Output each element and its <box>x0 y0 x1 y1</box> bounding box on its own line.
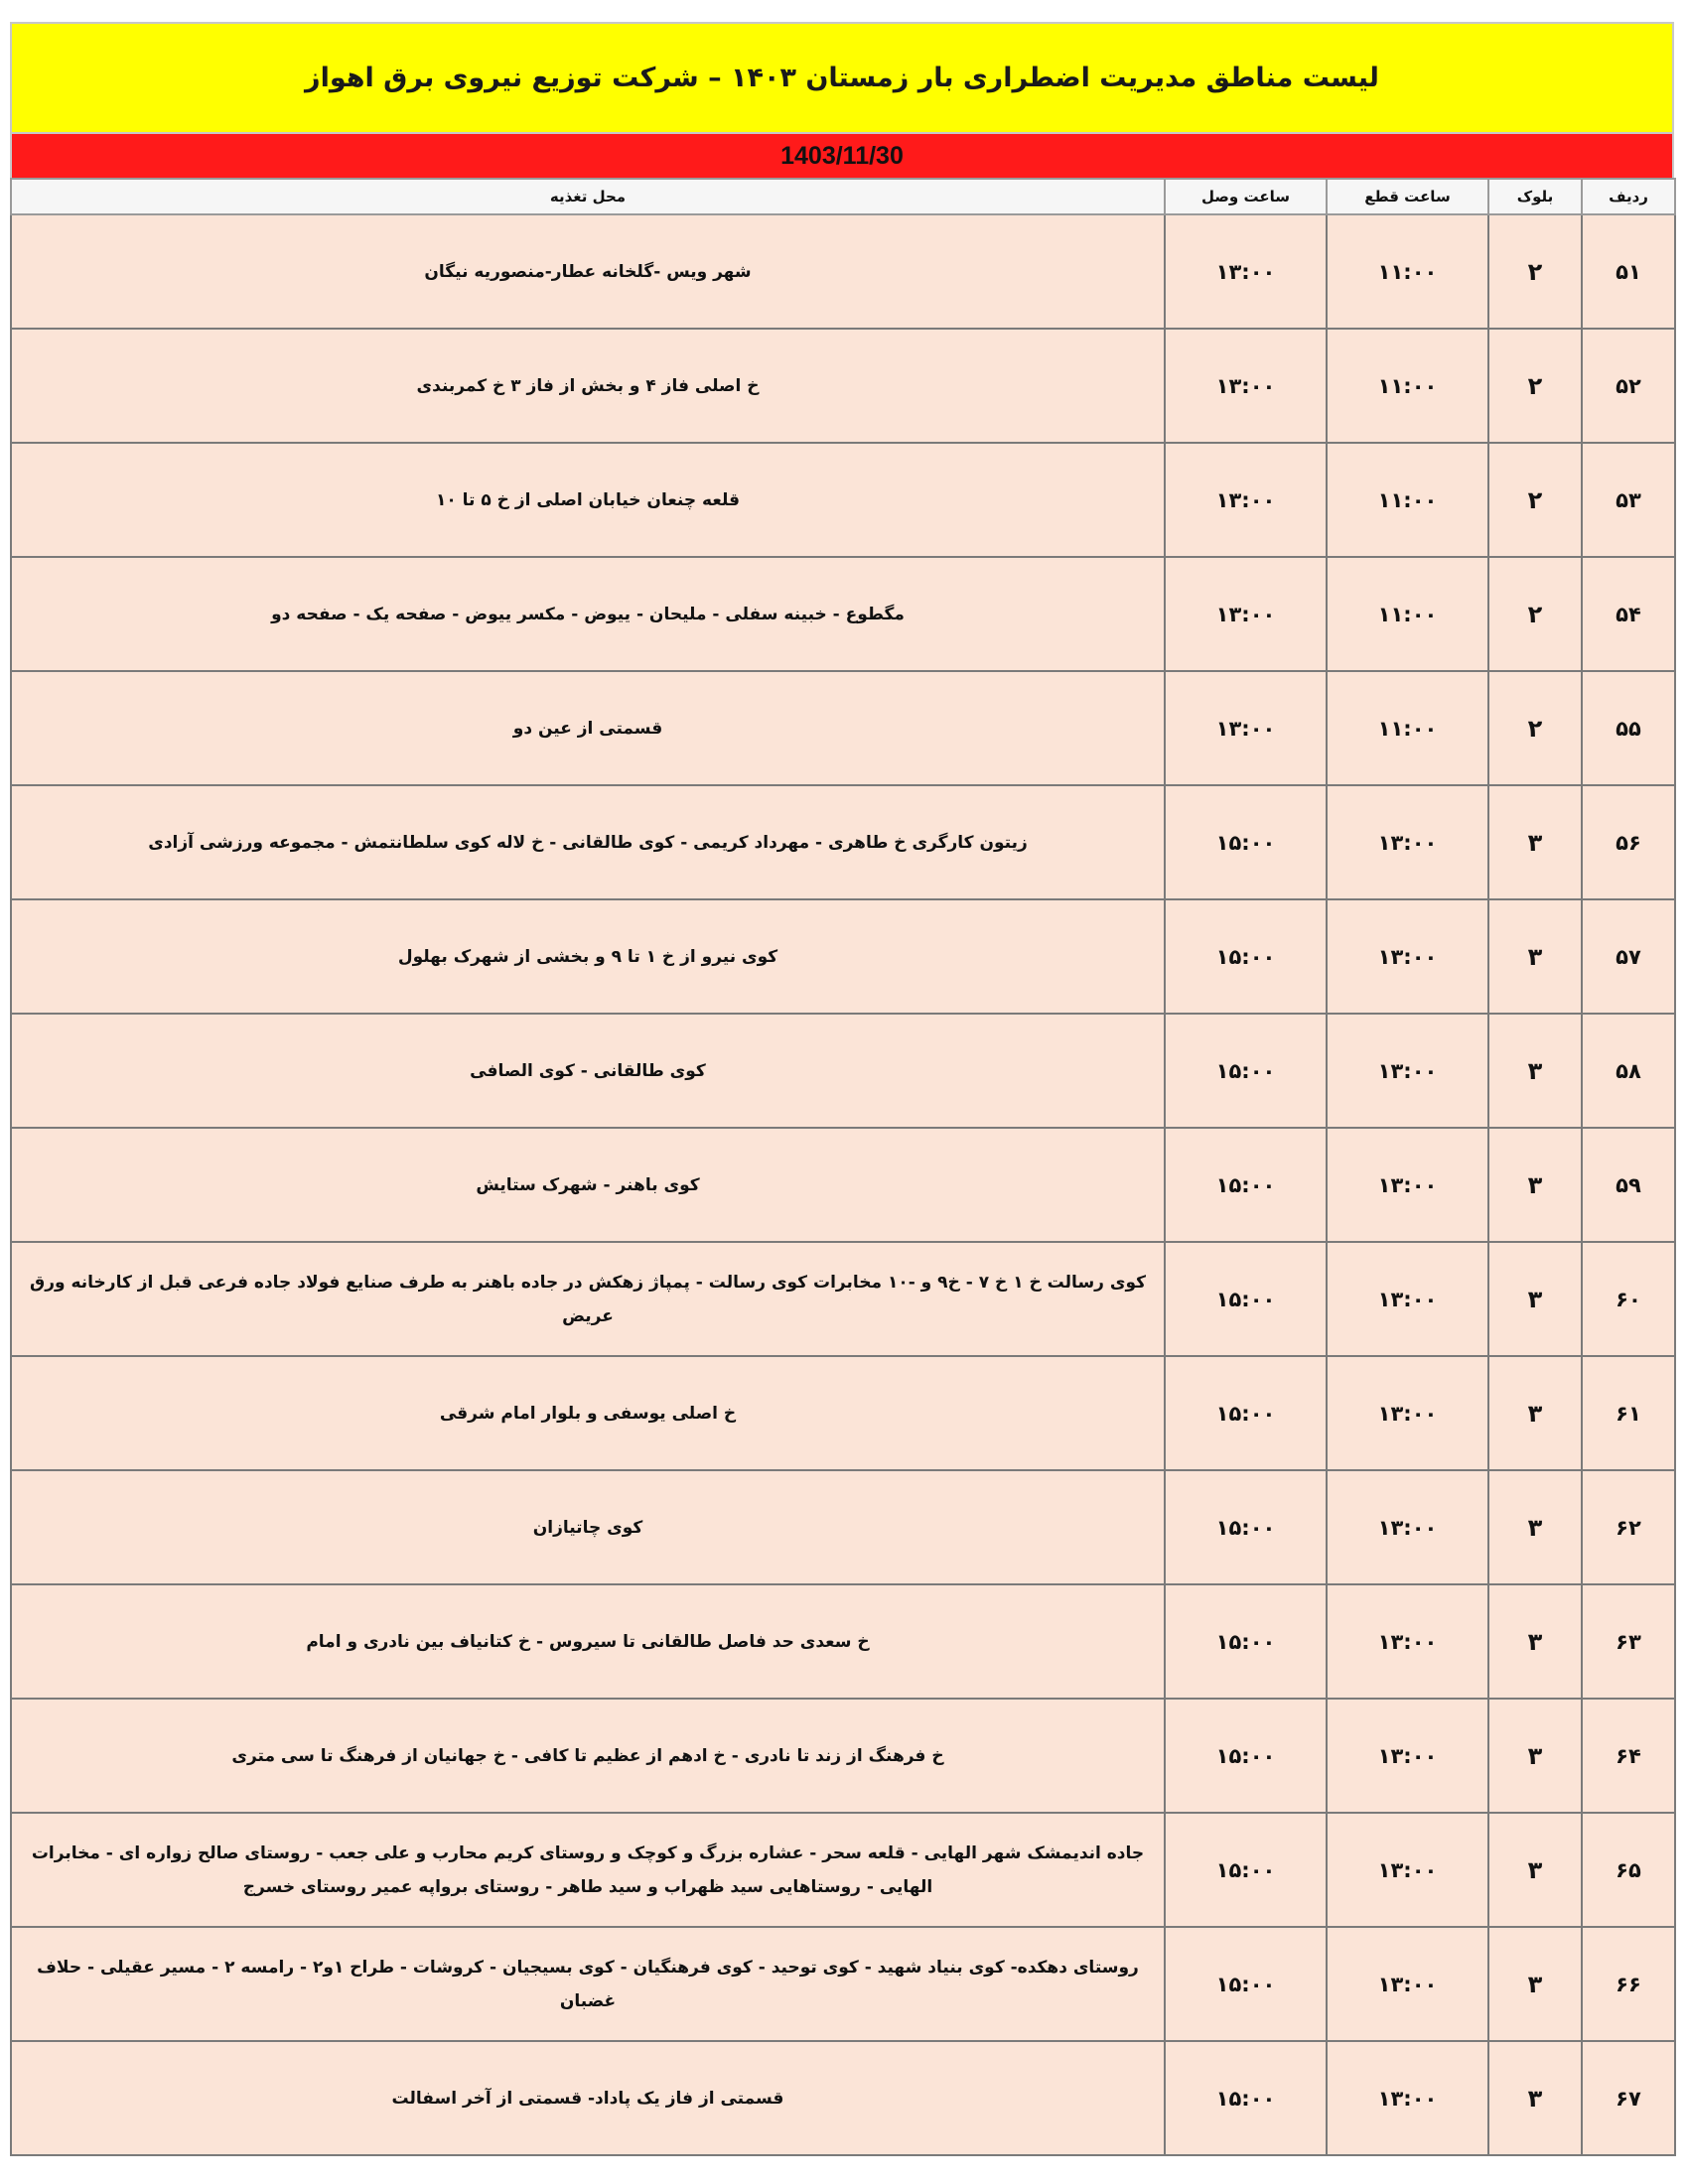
table-row <box>11 1128 1675 1242</box>
cell-location: قسمتی از فاز یک پاداد- قسمتی از آخر اسفالت <box>11 2041 1165 2155</box>
cell-connect-time: ۱۳:۰۰ <box>1165 329 1327 443</box>
cell-cut-time: ۱۳:۰۰ <box>1327 1242 1488 1356</box>
date-banner <box>10 134 1674 178</box>
column-header-location: محل تغذیه <box>11 179 1165 214</box>
table-row <box>11 899 1675 1014</box>
cell-block: ۲ <box>1488 671 1582 785</box>
cell-row-number: ۶۷ <box>1582 2041 1675 2155</box>
cell-block: ۳ <box>1488 1470 1582 1584</box>
table-row <box>11 557 1675 671</box>
cell-location: خ سعدی حد فاصل طالقانی تا سیروس - خ کتانیاف بین نادری و امام <box>11 1584 1165 1699</box>
cell-connect-time: ۱۵:۰۰ <box>1165 785 1327 899</box>
cell-location: کوی چاتیازان <box>11 1470 1165 1584</box>
cell-connect-time: ۱۵:۰۰ <box>1165 1584 1327 1699</box>
cell-cut-time: ۱۳:۰۰ <box>1327 1927 1488 2041</box>
table-row <box>11 671 1675 785</box>
table-row <box>11 785 1675 899</box>
cell-cut-time: ۱۱:۰۰ <box>1327 557 1488 671</box>
cell-cut-time: ۱۳:۰۰ <box>1327 1699 1488 1813</box>
table-row <box>11 1927 1675 2041</box>
page-title: لیست مناطق مدیریت اضطراری بار زمستان ۱۴۰۳ – شرکت توزیع نیروی برق اهواز <box>305 63 1379 93</box>
cell-row-number: ۵۷ <box>1582 899 1675 1014</box>
cell-location: جاده اندیمشک شهر الهایی - قلعه سحر - عشاره بزرگ و کوچک و روستای کریم محارب و علی جعب - روستای صالح زواره ای - مخابرات الهایی - روستاهایی سید ظهراب و سید طاهر - روستای برواپه عمیر روستای خسرج <box>11 1813 1165 1927</box>
cell-block: ۳ <box>1488 2041 1582 2155</box>
cell-connect-time: ۱۳:۰۰ <box>1165 214 1327 329</box>
cell-cut-time: ۱۳:۰۰ <box>1327 2041 1488 2155</box>
cell-location: روستای دهکده- کوی بنیاد شهید - کوی توحید - کوی فرهنگیان - کوی بسیجیان - کروشات - طراح ۱و۲ - رامسه ۲ - مسیر عقیلی - حلاف غضبان <box>11 1927 1165 2041</box>
column-header-block: بلوک <box>1488 179 1582 214</box>
cell-connect-time: ۱۳:۰۰ <box>1165 557 1327 671</box>
cell-cut-time: ۱۳:۰۰ <box>1327 1014 1488 1128</box>
cell-location: قسمتی از عین دو <box>11 671 1165 785</box>
title-banner <box>10 22 1674 134</box>
cell-connect-time: ۱۵:۰۰ <box>1165 1242 1327 1356</box>
cell-cut-time: ۱۳:۰۰ <box>1327 1470 1488 1584</box>
cell-location: کوی رسالت خ ۱ خ ۷ - خ۹ و -۱۰ مخابرات کوی رسالت - پمپاژ زهکش در جاده باهنر به طرف صنایع فولاد جاده فرعی قبل از کارخانه ورق عریض <box>11 1242 1165 1356</box>
cell-connect-time: ۱۵:۰۰ <box>1165 1356 1327 1470</box>
cell-row-number: ۵۴ <box>1582 557 1675 671</box>
cell-location: زیتون کارگری خ طاهری - مهرداد کریمی - کوی طالقانی - خ لاله کوی سلطانتمش - مجموعه ورزشی آزادی <box>11 785 1165 899</box>
date-label: 1403/11/30 <box>780 141 904 170</box>
column-header-connect-time: ساعت وصل <box>1165 179 1327 214</box>
cell-connect-time: ۱۵:۰۰ <box>1165 1470 1327 1584</box>
cell-location: قلعه چنعان خیابان اصلی از خ ۵ تا ۱۰ <box>11 443 1165 557</box>
cell-row-number: ۵۵ <box>1582 671 1675 785</box>
table-header-row <box>11 179 1675 214</box>
cell-cut-time: ۱۱:۰۰ <box>1327 214 1488 329</box>
document-page <box>10 22 1674 2156</box>
cell-location: شهر ویس -گلخانه عطار-منصوریه نیگان <box>11 214 1165 329</box>
table-row <box>11 214 1675 329</box>
table-row <box>11 1242 1675 1356</box>
cell-cut-time: ۱۳:۰۰ <box>1327 785 1488 899</box>
cell-connect-time: ۱۵:۰۰ <box>1165 1128 1327 1242</box>
cell-connect-time: ۱۵:۰۰ <box>1165 1014 1327 1128</box>
cell-connect-time: ۱۵:۰۰ <box>1165 1699 1327 1813</box>
cell-block: ۳ <box>1488 1584 1582 1699</box>
cell-row-number: ۶۰ <box>1582 1242 1675 1356</box>
table-row <box>11 1813 1675 1927</box>
table-row <box>11 329 1675 443</box>
column-header-cut-time: ساعت قطع <box>1327 179 1488 214</box>
cell-row-number: ۵۳ <box>1582 443 1675 557</box>
cell-connect-time: ۱۵:۰۰ <box>1165 1813 1327 1927</box>
cell-location: کوی طالقانی - کوی الصافی <box>11 1014 1165 1128</box>
cell-connect-time: ۱۵:۰۰ <box>1165 2041 1327 2155</box>
cell-row-number: ۶۵ <box>1582 1813 1675 1927</box>
cell-location: مگطوع - خبینه سفلی - ملیحان - ییوض - مکسر ییوض - صفحه یک - صفحه دو <box>11 557 1165 671</box>
cell-block: ۲ <box>1488 443 1582 557</box>
cell-cut-time: ۱۳:۰۰ <box>1327 1813 1488 1927</box>
cell-row-number: ۵۹ <box>1582 1128 1675 1242</box>
cell-connect-time: ۱۵:۰۰ <box>1165 899 1327 1014</box>
cell-row-number: ۵۲ <box>1582 329 1675 443</box>
cell-block: ۳ <box>1488 1927 1582 2041</box>
cell-block: ۳ <box>1488 1813 1582 1927</box>
table-row <box>11 1699 1675 1813</box>
cell-block: ۳ <box>1488 899 1582 1014</box>
table-row <box>11 2041 1675 2155</box>
cell-block: ۳ <box>1488 785 1582 899</box>
cell-location: خ اصلی فاز ۴ و بخش از فاز ۳ خ کمربندی <box>11 329 1165 443</box>
cell-cut-time: ۱۳:۰۰ <box>1327 1584 1488 1699</box>
column-header-row-number: ردیف <box>1582 179 1675 214</box>
cell-block: ۲ <box>1488 214 1582 329</box>
cell-location: خ فرهنگ از زند تا نادری - خ ادهم از عظیم تا کافی - خ جهانیان از فرهنگ تا سی متری <box>11 1699 1165 1813</box>
cell-row-number: ۵۱ <box>1582 214 1675 329</box>
cell-cut-time: ۱۳:۰۰ <box>1327 899 1488 1014</box>
table-row <box>11 1584 1675 1699</box>
cell-block: ۳ <box>1488 1128 1582 1242</box>
cell-row-number: ۶۶ <box>1582 1927 1675 2041</box>
cell-block: ۳ <box>1488 1356 1582 1470</box>
cell-cut-time: ۱۳:۰۰ <box>1327 1356 1488 1470</box>
cell-row-number: ۵۸ <box>1582 1014 1675 1128</box>
cell-cut-time: ۱۳:۰۰ <box>1327 1128 1488 1242</box>
cell-row-number: ۶۴ <box>1582 1699 1675 1813</box>
cell-location: خ اصلی یوسفی و بلوار امام شرقی <box>11 1356 1165 1470</box>
cell-block: ۳ <box>1488 1242 1582 1356</box>
cell-block: ۲ <box>1488 557 1582 671</box>
cell-cut-time: ۱۱:۰۰ <box>1327 443 1488 557</box>
cell-location: کوی نیرو از خ ۱ تا ۹ و بخشی از شهرک بهلول <box>11 899 1165 1014</box>
cell-row-number: ۶۳ <box>1582 1584 1675 1699</box>
table-row <box>11 1014 1675 1128</box>
table-row <box>11 1470 1675 1584</box>
cell-block: ۳ <box>1488 1014 1582 1128</box>
cell-connect-time: ۱۳:۰۰ <box>1165 671 1327 785</box>
cell-cut-time: ۱۱:۰۰ <box>1327 329 1488 443</box>
cell-location: کوی باهنر - شهرک ستایش <box>11 1128 1165 1242</box>
table-row <box>11 443 1675 557</box>
outage-table <box>10 178 1676 2156</box>
cell-connect-time: ۱۵:۰۰ <box>1165 1927 1327 2041</box>
table-row <box>11 1356 1675 1470</box>
cell-row-number: ۶۱ <box>1582 1356 1675 1470</box>
cell-connect-time: ۱۳:۰۰ <box>1165 443 1327 557</box>
cell-block: ۲ <box>1488 329 1582 443</box>
cell-row-number: ۶۲ <box>1582 1470 1675 1584</box>
cell-block: ۳ <box>1488 1699 1582 1813</box>
cell-cut-time: ۱۱:۰۰ <box>1327 671 1488 785</box>
cell-row-number: ۵۶ <box>1582 785 1675 899</box>
